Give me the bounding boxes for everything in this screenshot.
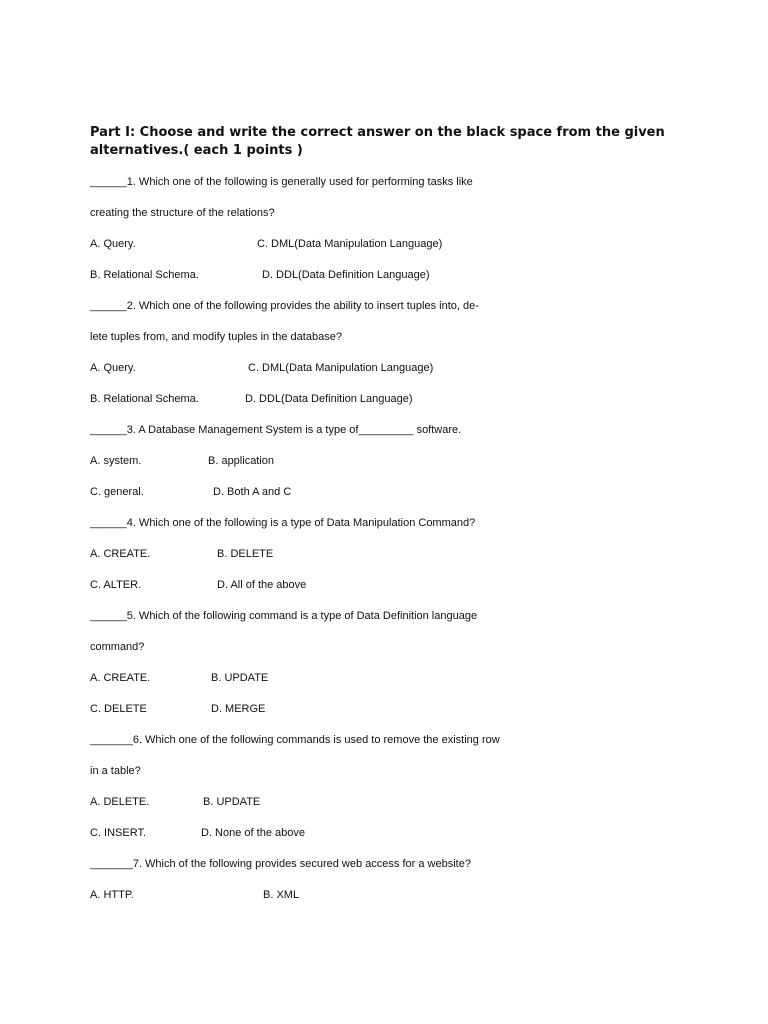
question-1-text: ______1. Which one of the following is generally used for performing tasks like bbox=[90, 176, 473, 188]
question-5-text: ______5. Which of the following command is a type of Data Definition language bbox=[90, 610, 478, 622]
question-1-option-c: C. DML(Data Manipulation Language) bbox=[257, 238, 443, 250]
question-1-option-b: B. Relational Schema. bbox=[90, 269, 199, 281]
question-4-option-d: D. All of the above bbox=[217, 579, 307, 591]
question-3-option-b: B. application bbox=[208, 455, 275, 467]
question-5-text-continued: command? bbox=[90, 641, 145, 653]
question-7-text: _______7. Which of the following provides secured web access for a website? bbox=[90, 858, 471, 870]
question-6-text: _______6. Which one of the following commands is used to remove the existing row bbox=[90, 734, 500, 746]
question-3-text: ______3. A Database Management System is a type of_________ software. bbox=[90, 424, 462, 436]
question-1-option-a: A. Query. bbox=[90, 238, 136, 250]
question-1-text-continued: creating the structure of the relations? bbox=[90, 207, 275, 219]
question-6-option-b: B. UPDATE bbox=[203, 796, 261, 808]
question-4-option-a: A. CREATE. bbox=[90, 548, 151, 560]
question-5-option-b: B. UPDATE bbox=[211, 672, 269, 684]
question-4-option-c: C. ALTER. bbox=[90, 579, 142, 591]
section-heading-line-1: Part I: Choose and write the correct answer on the black space from the given bbox=[90, 125, 665, 140]
section-heading bbox=[90, 124, 690, 160]
question-2-text-continued: lete tuples from, and modify tuples in the database? bbox=[90, 331, 342, 343]
question-1-option-d: D. DDL(Data Definition Language) bbox=[262, 269, 430, 281]
section-heading-line-2: alternatives.( each 1 points ) bbox=[90, 143, 303, 158]
question-3-option-d: D. Both A and C bbox=[213, 486, 292, 498]
question-6-option-a: A. DELETE. bbox=[90, 796, 150, 808]
question-7-option-a: A. HTTP. bbox=[90, 889, 134, 901]
question-6-option-d: D. None of the above bbox=[201, 827, 305, 839]
question-2-text: ______2. Which one of the following provides the ability to insert tuples into, de- bbox=[90, 300, 479, 312]
question-3-option-a: A. system. bbox=[90, 455, 142, 467]
question-2-option-c: C. DML(Data Manipulation Language) bbox=[248, 362, 434, 374]
question-5-option-c: C. DELETE bbox=[90, 703, 147, 715]
question-2-option-d: D. DDL(Data Definition Language) bbox=[245, 393, 413, 405]
question-7-option-b: B. XML bbox=[263, 889, 300, 901]
question-2-option-b: B. Relational Schema. bbox=[90, 393, 199, 405]
question-3-option-c: C. general. bbox=[90, 486, 144, 498]
question-5-option-a: A. CREATE. bbox=[90, 672, 151, 684]
question-4-text: ______4. Which one of the following is a type of Data Manipulation Command? bbox=[90, 517, 476, 529]
question-4-option-b: B. DELETE bbox=[217, 548, 274, 560]
question-6-text-continued: in a table? bbox=[90, 765, 141, 777]
question-2-option-a: A. Query. bbox=[90, 362, 136, 374]
question-6-option-c: C. INSERT. bbox=[90, 827, 147, 839]
question-5-option-d: D. MERGE bbox=[211, 703, 266, 715]
